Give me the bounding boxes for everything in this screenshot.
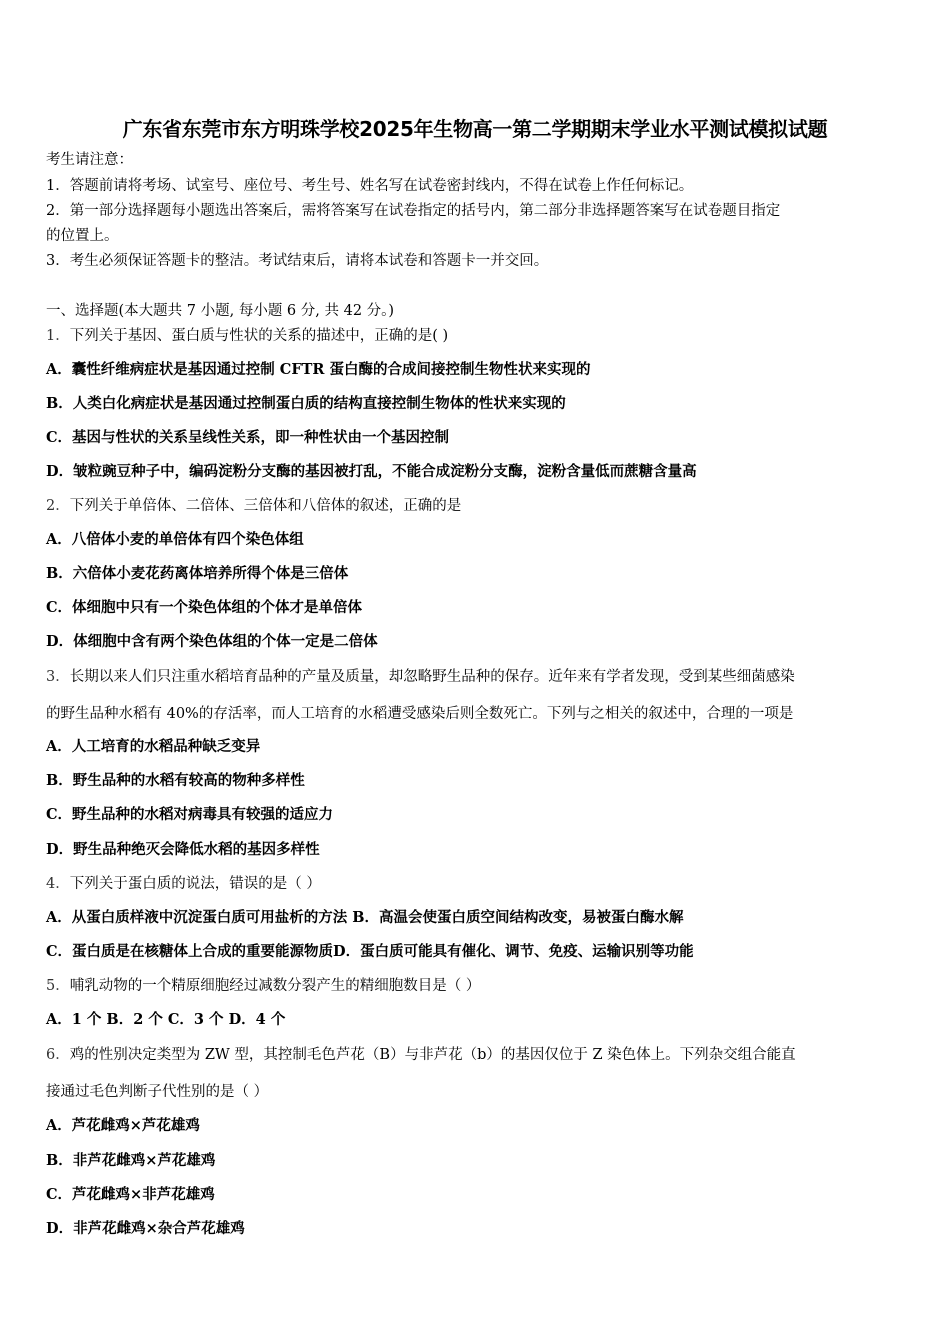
question-number: 2． (46, 498, 70, 514)
question-number: 1． (46, 328, 70, 344)
question-number: 6． (46, 1047, 70, 1063)
question-4 (46, 874, 321, 894)
option: B．野生品种的水稻有较高的物种多样性 (46, 772, 305, 789)
option: A．从蛋白质样液中沉淀蛋白质可用盐析的方法 B．高温会使蛋白质空间结构改变，易被蛋白酶水解 (46, 909, 684, 926)
option: A．芦花雌鸡×芦花雄鸡 (46, 1117, 200, 1134)
notice-item: 3．考生必须保证答题卡的整洁。考试结束后，请将本试卷和答题卡一并交回。 (46, 253, 549, 269)
page-title: 广东省东莞市东方明珠学校2025年生物高一第二学期期末学业水平测试模拟试题 (122, 117, 828, 141)
question-stem: 长期以来人们只注重水稻培育品种的产量及质量，却忽略野生品种的保存。近年来有学者发现，受到某些细菌感染 (69, 669, 795, 685)
option: B．六倍体小麦花药离体培养所得个体是三倍体 (46, 565, 349, 582)
question-number: 4． (46, 876, 70, 892)
question-stem: 下列关于蛋白质的说法，错误的是（ ） (69, 876, 321, 892)
option: C．体细胞中只有一个染色体组的个体才是单倍体 (46, 599, 363, 616)
question-stem-continued: 的野生品种水稻有 40%的存活率，而人工培育的水稻遭受感染后则全数死亡。下列与之相关的叙述中，合理的一项是 (46, 706, 794, 722)
notice-item: 1．答题前请将考场、试室号、座位号、考生号、姓名写在试卷密封线内，不得在试卷上作任何标记。 (46, 178, 694, 194)
option: A．八倍体小麦的单倍体有四个染色体组 (46, 531, 304, 548)
option: A．囊性纤维病症状是基因通过控制 CFTR 蛋白酶的合成间接控制生物性状来实现的 (46, 361, 591, 378)
question-number: 5． (46, 978, 70, 994)
notice-item: 的位置上。 (46, 228, 119, 244)
option: C．野生品种的水稻对病毒具有较强的适应力 (46, 806, 334, 823)
notice-item: 2．第一部分选择题每小题选出答案后，需将答案写在试卷指定的括号内，第二部分非选择题答案写在试卷题目指定 (46, 203, 781, 219)
question-6 (46, 1045, 796, 1065)
question-stem: 哺乳动物的一个精原细胞经过减数分裂产生的精细胞数目是（ ） (69, 978, 481, 994)
option: C．蛋白质是在核糖体上合成的重要能源物质D．蛋白质可能具有催化、调节、免疫、运输识别等功能 (46, 943, 694, 960)
option: C．芦花雌鸡×非芦花雄鸡 (46, 1186, 215, 1203)
option: A．人工培育的水稻品种缺乏变异 (46, 738, 261, 755)
option: D．非芦花雌鸡×杂合芦花雄鸡 (46, 1220, 245, 1237)
section-heading: 一、选择题(本大题共 7 小题, 每小题 6 分, 共 42 分。) (46, 303, 395, 319)
option: B．人类白化病症状是基因通过控制蛋白质的结构直接控制生物体的性状来实现的 (46, 395, 566, 412)
option: D．皱粒豌豆种子中，编码淀粉分支酶的基因被打乱，不能合成淀粉分支酶，淀粉含量低而蔗糖含量高 (46, 463, 697, 480)
question-2 (46, 496, 461, 516)
option: B．非芦花雌鸡×芦花雄鸡 (46, 1152, 216, 1169)
question-stem: 鸡的性别决定类型为 ZW 型，其控制毛色芦花（B）与非芦花（b）的基因仅位于 Z 染色体上。下列杂交组合能直 (69, 1047, 796, 1063)
question-stem: 下列关于单倍体、二倍体、三倍体和八倍体的叙述，正确的是 (69, 498, 462, 514)
notice-heading: 考生请注意： (46, 152, 133, 168)
question-stem-continued: 接通过毛色判断子代性别的是（ ） (46, 1084, 269, 1100)
option: A．1 个 B．2 个 C．3 个 D．4 个 (46, 1011, 286, 1028)
option: D．体细胞中含有两个染色体组的个体一定是二倍体 (46, 633, 378, 650)
question-1 (46, 326, 448, 346)
question-3 (46, 667, 795, 687)
question-number: 3． (46, 669, 70, 685)
option: D．野生品种绝灭会降低水稻的基因多样性 (46, 841, 320, 858)
option: C．基因与性状的关系呈线性关系，即一种性状由一个基因控制 (46, 429, 450, 446)
question-stem: 下列关于基因、蛋白质与性状的关系的描述中，正确的是( ) (69, 328, 449, 344)
question-5 (46, 976, 480, 996)
